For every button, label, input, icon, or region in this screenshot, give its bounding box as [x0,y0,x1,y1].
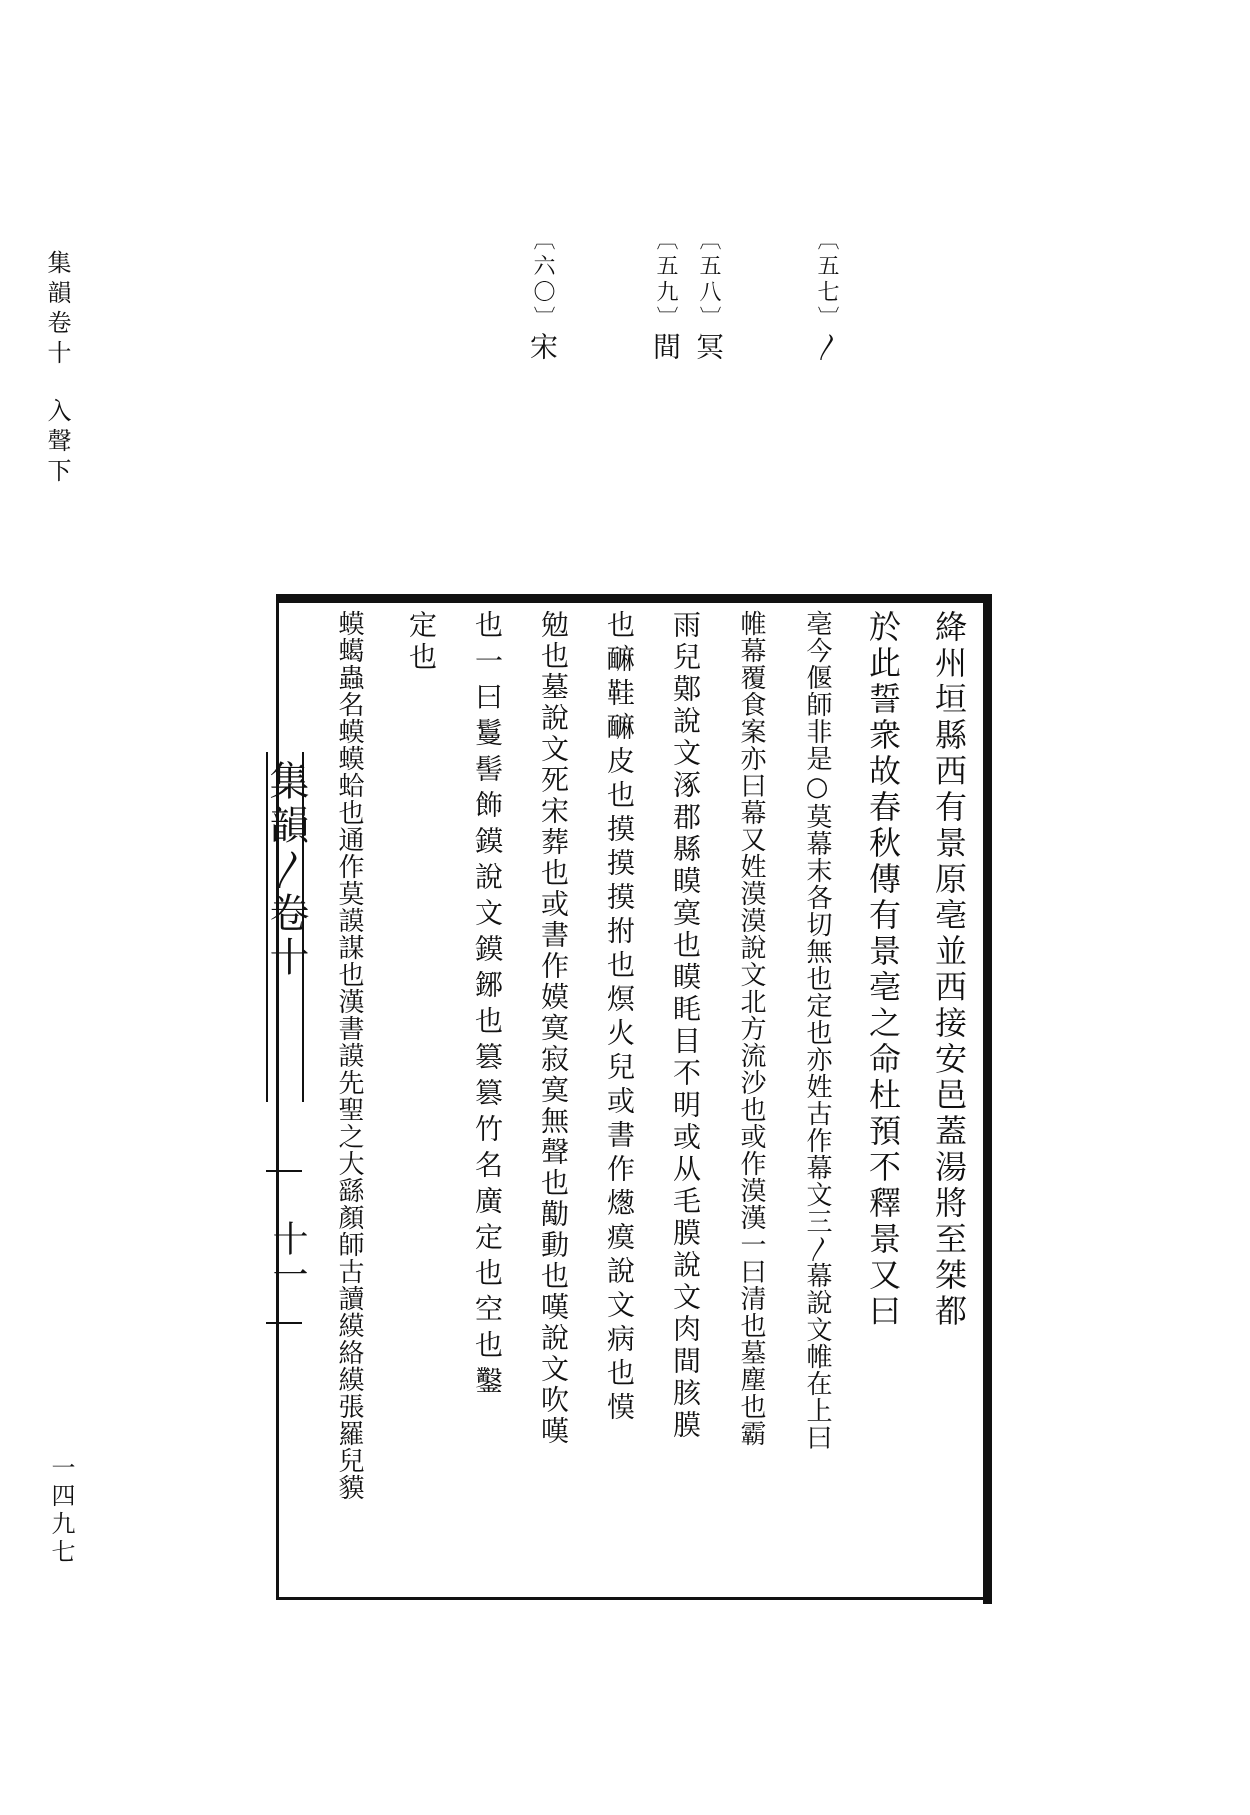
text-column: 勉也墓說文死宋葬也或書作嫫寞寂寞無聲也勱動也嘆說文吹嘆 [537,610,570,1447]
fold-label: 集韻〳卷十 [263,760,309,980]
collation-note: 〔六〇〕宋 [526,228,559,364]
text-column: 也一曰鬘髻飾鏌說文鏌鋣也篡篡竹名廣定也空也鑿 [471,610,504,1402]
collation-note: 〔五七〕〳 [810,228,843,364]
fold-rule [266,1170,302,1172]
text-column: 帷幕覆食案亦曰幕又姓漠漠說文北方流沙也或作漠漢一曰清也墓塵也霸 [736,610,766,1447]
running-header-title: 集韻卷十 [43,250,71,370]
text-column: 於此誓衆故春秋傳有景亳之命杜預不釋景又曰 [864,610,902,1330]
page-number: 一四九七 [47,1455,75,1567]
text-column: 雨兒鄚說文涿郡縣瞙寞也瞙眊目不明或从毛膜說文肉間胲膜 [669,610,702,1442]
leaf-number: 十一 [267,1220,308,1292]
collation-note: 〔五九〕間 [649,228,682,364]
collation-note: 〔五八〕冥 [692,228,725,364]
frame-right-border [983,594,992,1604]
text-column: 亳今偃師非是○莫幕末各切無也定也亦姓古作幕文三〳幕說文帷在上曰 [802,610,832,1451]
fold-rule [266,1322,302,1324]
text-column: 定也 [405,610,438,674]
running-header [40,250,75,488]
running-header-section: 入聲下 [43,398,71,488]
text-column: 絳州垣縣西有景原亳並西接安邑蓋湯將至桀都 [930,610,968,1330]
text-column: 也䩋鞋䩋皮也摸摸摸拊也熐火兒或書作燪瘼說文病也慔 [603,610,636,1426]
frame-top-border [276,594,992,603]
text-column: 蟆䗶蟲名蟆蟆蛤也通作莫謨謀也漢書謨先聖之大繇顏師古讀縸絡縸張羅兒貘 [334,610,364,1501]
